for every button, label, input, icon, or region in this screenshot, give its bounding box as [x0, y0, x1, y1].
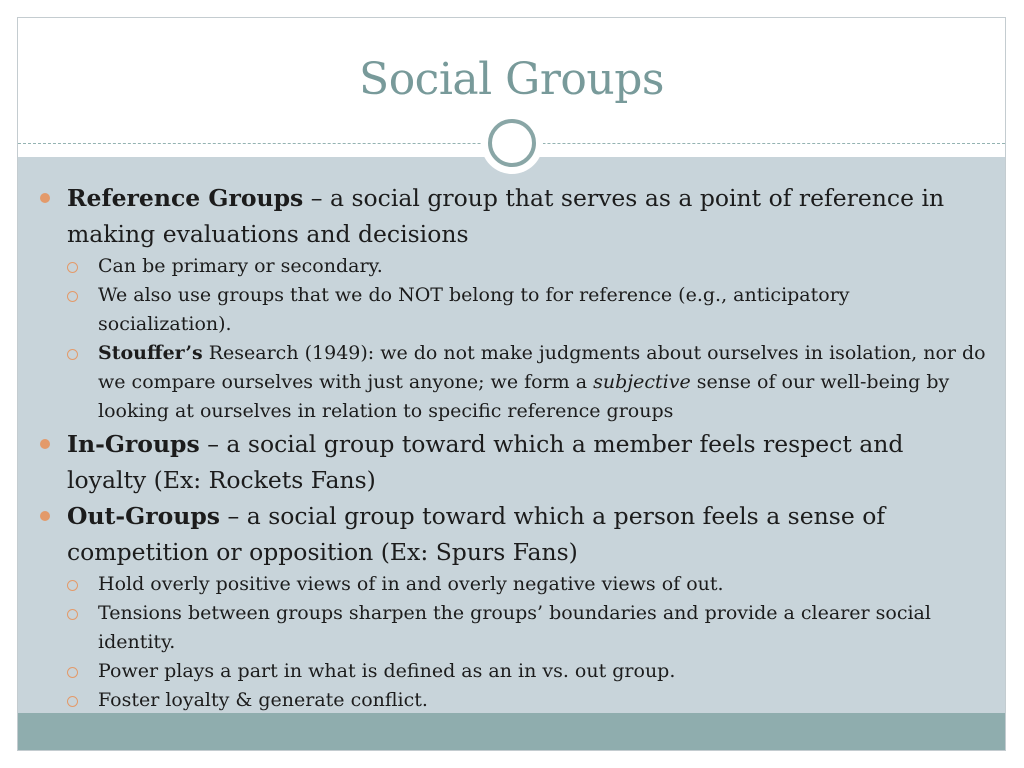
sub-bullet-list: [67, 570, 988, 715]
hollow-circle-bullet-icon: [67, 696, 78, 707]
sub-bullet-text: Research (1949): we do not make judgments about ourselves in isolation, nor do we compare ourselves with just anyone; we form a: [98, 342, 986, 393]
sub-bullet-term: Stouffer’s: [98, 342, 203, 364]
bullet-text: – a social group toward which a member feels respect and loyalty (Ex: Rockets Fans): [67, 430, 904, 494]
sub-bullet-item: [67, 339, 988, 426]
sub-bullet-text: Tensions between groups sharpen the groups’ boundaries and provide a clearer social identity.: [98, 602, 931, 653]
sub-bullet-text: Hold overly positive views of in and overly negative views of out.: [98, 573, 724, 595]
ring-outer: [488, 119, 536, 167]
sub-bullet-item: [67, 570, 988, 599]
hollow-circle-bullet-icon: [67, 349, 78, 360]
sub-bullet-item: [67, 686, 988, 715]
sub-bullet-emphasis: subjective: [593, 371, 691, 393]
bullet-in-groups: [33, 426, 988, 498]
sub-bullet-text: sense of our well-being by looking at ourselves in relation to specific reference groups: [98, 371, 950, 422]
hollow-circle-bullet-icon: [67, 609, 78, 620]
hollow-circle-bullet-icon: [67, 580, 78, 591]
bullet-text: – a social group toward which a person feels a sense of competition or opposition (Ex: Spurs Fans): [67, 502, 886, 566]
bullet-out-groups: [33, 498, 988, 715]
sub-bullet-text: Can be primary or secondary.: [98, 255, 383, 277]
sub-bullet-text: Foster loyalty & generate conflict.: [98, 689, 428, 711]
bullet-list: [33, 180, 988, 715]
bullet-term: Out-Groups: [67, 502, 221, 530]
bullet-text: – a social group that serves as a point of reference in making evaluations and decisions: [67, 184, 945, 248]
slide-title: Social Groups: [359, 54, 664, 105]
sub-bullet-list: [67, 252, 988, 426]
slide-content: [33, 180, 988, 715]
sub-bullet-text: We also use groups that we do NOT belong to for reference (e.g., anticipatory socialization).: [98, 284, 850, 335]
hollow-circle-bullet-icon: [67, 667, 78, 678]
hollow-circle-bullet-icon: [67, 262, 78, 273]
ring-ornament-icon: [481, 112, 543, 174]
filled-circle-bullet-icon: [40, 511, 50, 521]
bullet-reference-groups: [33, 180, 988, 426]
filled-circle-bullet-icon: [40, 193, 50, 203]
sub-bullet-item: [67, 252, 988, 281]
sub-bullet-text: Power plays a part in what is defined as an in vs. out group.: [98, 660, 676, 682]
ring-inner: [495, 126, 529, 160]
filled-circle-bullet-icon: [40, 439, 50, 449]
sub-bullet-item: [67, 599, 988, 657]
sub-bullet-item: [67, 281, 988, 339]
bullet-term: In-Groups: [67, 430, 200, 458]
bullet-term: Reference Groups: [67, 184, 304, 212]
sub-bullet-item: [67, 657, 988, 686]
footer-band: [18, 713, 1005, 750]
hollow-circle-bullet-icon: [67, 291, 78, 302]
